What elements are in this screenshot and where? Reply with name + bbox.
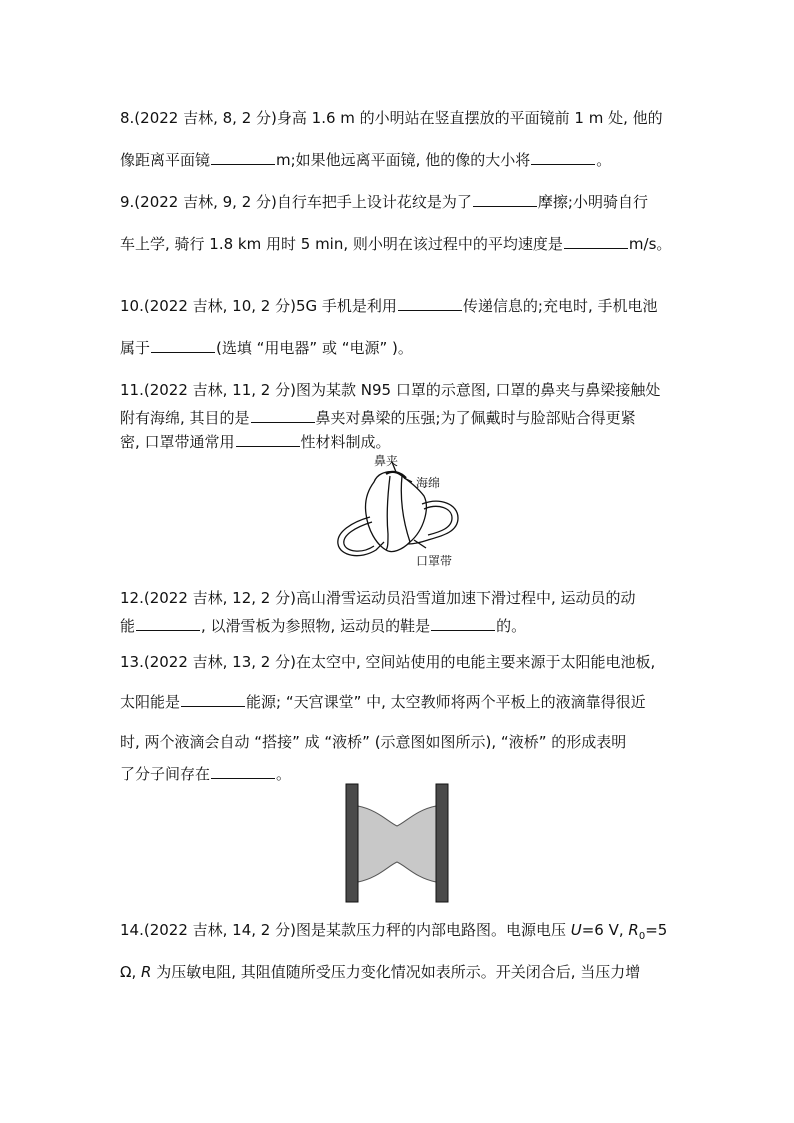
q11-text: 性材料制成。 [300,433,391,451]
q9-line1 [120,192,648,212]
mask-figure [330,452,470,570]
q12-line2 [120,616,526,636]
symbol-r0: R [628,921,639,939]
q12-text: 的。 [496,617,527,635]
symbol-r: R [141,963,152,981]
answer-blank [531,150,595,165]
q9-text: 9.(2022 吉林, 9, 2 分)自行车把手上设计花纹是为了 [120,193,472,211]
answer-blank [151,338,215,353]
answer-blank [211,150,275,165]
q11-text: 鼻夹对鼻梁的压强;为了佩戴时与脸部贴合得更紧 [315,409,636,427]
answer-blank [236,432,300,447]
q9-text: 摩擦;小明骑自行 [537,193,648,211]
q9-text: m/s。 [628,235,672,253]
q10-text: 属于 [120,339,151,357]
q11-line3 [120,432,391,452]
q13-text: 能源; “天宫课堂” 中, 太空教师将两个平板上的液滴靠得很近 [246,693,646,711]
q14-text: =6 V, [581,921,629,939]
q14-text: 14.(2022 吉林, 14, 2 分)图是某款压力秤的内部电路图。电源电压 [120,921,571,939]
q10-text: 传递信息的;充电时, 手机电池 [462,297,658,315]
answer-blank [211,764,275,779]
q10-line1 [120,296,658,316]
q14-line1 [120,920,667,947]
q8-line2 [120,150,611,170]
q10-line2 [120,338,413,358]
q11-line1: 11.(2022 吉林, 11, 2 分)图为某款 N95 口罩的示意图, 口罩的鼻夹与鼻梁接触处 [120,381,661,399]
liquid-bridge [358,806,436,882]
symbol-u: U [570,921,582,939]
answer-blank [136,616,200,631]
q12-text: 能 [120,617,136,635]
liquid-bridge-figure [344,782,450,904]
answer-blank [181,692,245,707]
right-plate [436,784,448,902]
answer-blank [251,408,315,423]
q12-line1: 12.(2022 吉林, 12, 2 分)高山滑雪运动员沿雪道加速下滑过程中, 运动员的动 [120,589,636,607]
symbol-r0-sub: 0 [638,931,646,942]
q13-line4 [120,764,291,784]
q13-line3: 时, 两个液滴会自动 “搭接” 成 “液桥” (示意图如图所示), “液桥” 的形成表明 [120,733,627,751]
label-strap: 口罩带 [416,554,453,568]
q8-line1: 8.(2022 吉林, 8, 2 分)身高 1.6 m 的小明站在竖直摆放的平面镜前 1 m 处, 他的 [120,109,663,127]
q14-text: Ω, [120,963,141,981]
label-sponge: 海绵 [416,476,441,490]
answer-blank [431,616,495,631]
liquid-bridge-diagram [344,782,450,904]
answer-blank [473,192,537,207]
q13-text: 太阳能是 [120,693,181,711]
mask-strap-left [338,517,384,556]
answer-blank [398,296,462,311]
q13-line2 [120,692,646,712]
q12-text: , 以滑雪板为参照物, 运动员的鞋是 [201,617,431,635]
q13-line1: 13.(2022 吉林, 13, 2 分)在太空中, 空间站使用的电能主要来源于太阳能电池板, [120,653,656,671]
q14-text: 为压敏电阻, 其阻值随所受压力变化情况如表所示。开关闭合后, 当压力增 [151,963,641,981]
q11-line2 [120,408,636,428]
q8-text: 像距离平面镜 [120,151,211,169]
q9-text: 车上学, 骑行 1.8 km 用时 5 min, 则小明在该过程中的平均速度是 [120,235,563,253]
label-nose-clip: 鼻夹 [374,454,399,468]
left-plate [346,784,358,902]
q10-text: (选填 “用电器” 或 “电源” )。 [216,339,413,357]
q10-text: 10.(2022 吉林, 10, 2 分)5G 手机是利用 [120,297,397,315]
q8-text: m;如果他远离平面镜, 他的像的大小将 [276,151,531,169]
q13-text: 。 [276,765,292,783]
q8-text: 。 [596,151,612,169]
q13-text: 了分子间存在 [120,765,211,783]
q9-line2 [120,234,671,254]
q11-text: 附有海绵, 其目的是 [120,409,250,427]
answer-blank [564,234,628,249]
q14-line2 [120,962,640,982]
q11-text: 密, 口罩带通常用 [120,433,235,451]
q14-text: =5 [645,921,668,939]
